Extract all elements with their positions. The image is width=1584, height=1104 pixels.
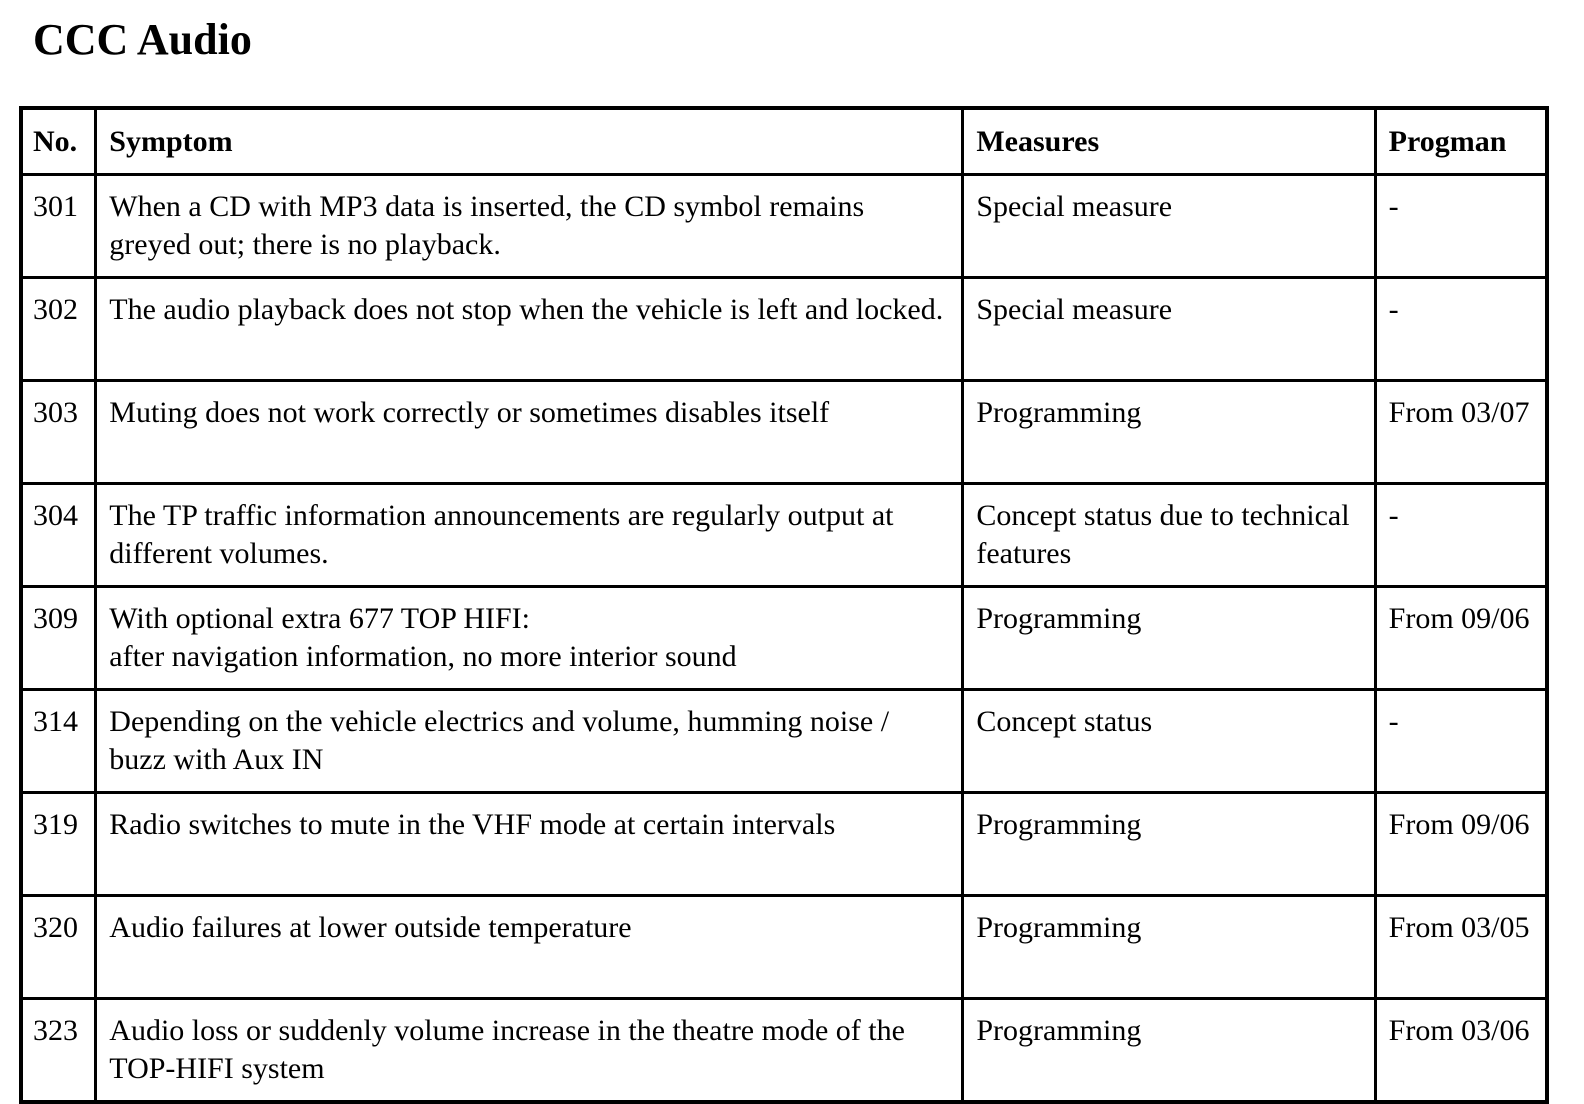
cell-symptom: The TP traffic information announcements are regularly output at different volumes. xyxy=(96,484,963,587)
cell-measures: Concept status due to technical features xyxy=(963,484,1375,587)
cell-progman: - xyxy=(1375,175,1547,278)
cell-symptom: When a CD with MP3 data is inserted, the CD symbol remains greyed out; there is no playback. xyxy=(96,175,963,278)
cell-measures: Programming xyxy=(963,896,1375,999)
cell-progman: - xyxy=(1375,484,1547,587)
cell-symptom: Radio switches to mute in the VHF mode at certain intervals xyxy=(96,793,963,896)
table-row xyxy=(21,793,1547,896)
cell-symptom: With optional extra 677 TOP HIFI: after navigation information, no more interior sound xyxy=(96,587,963,690)
cell-no: 314 xyxy=(21,690,96,793)
cell-progman: From 09/06 xyxy=(1375,587,1547,690)
cell-measures: Concept status xyxy=(963,690,1375,793)
table-row xyxy=(21,896,1547,999)
cell-no: 320 xyxy=(21,896,96,999)
page-title: CCC Audio xyxy=(33,15,252,64)
header-row xyxy=(21,108,1547,175)
cell-progman: - xyxy=(1375,278,1547,381)
table-row xyxy=(21,175,1547,278)
table-row xyxy=(21,690,1547,793)
table-row xyxy=(21,381,1547,484)
cell-no: 323 xyxy=(21,999,96,1103)
table-header xyxy=(21,108,1547,175)
cell-symptom: Muting does not work correctly or sometimes disables itself xyxy=(96,381,963,484)
cell-no: 303 xyxy=(21,381,96,484)
cell-no: 309 xyxy=(21,587,96,690)
cell-progman: From 09/06 xyxy=(1375,793,1547,896)
table-row xyxy=(21,587,1547,690)
cell-no: 319 xyxy=(21,793,96,896)
cell-no: 304 xyxy=(21,484,96,587)
cell-measures: Special measure xyxy=(963,175,1375,278)
cell-no: 302 xyxy=(21,278,96,381)
header-symptom: Symptom xyxy=(96,108,963,175)
cell-measures: Programming xyxy=(963,793,1375,896)
cell-no: 301 xyxy=(21,175,96,278)
cell-symptom: Depending on the vehicle electrics and volume, humming noise / buzz with Aux IN xyxy=(96,690,963,793)
table-row xyxy=(21,999,1547,1103)
cell-symptom: The audio playback does not stop when the vehicle is left and locked. xyxy=(96,278,963,381)
cell-symptom: Audio failures at lower outside temperature xyxy=(96,896,963,999)
header-no: No. xyxy=(21,108,96,175)
issues-table xyxy=(19,106,1549,1104)
cell-progman: From 03/05 xyxy=(1375,896,1547,999)
header-progman: Progman xyxy=(1375,108,1547,175)
cell-progman: From 03/07 xyxy=(1375,381,1547,484)
cell-measures: Special measure xyxy=(963,278,1375,381)
header-measures: Measures xyxy=(963,108,1375,175)
table-row xyxy=(21,484,1547,587)
cell-measures: Programming xyxy=(963,381,1375,484)
table-body xyxy=(21,175,1547,1103)
cell-progman: - xyxy=(1375,690,1547,793)
cell-measures: Programming xyxy=(963,999,1375,1103)
table-row xyxy=(21,278,1547,381)
cell-symptom: Audio loss or suddenly volume increase in the theatre mode of the TOP-HIFI system xyxy=(96,999,963,1103)
cell-progman: From 03/06 xyxy=(1375,999,1547,1103)
cell-measures: Programming xyxy=(963,587,1375,690)
